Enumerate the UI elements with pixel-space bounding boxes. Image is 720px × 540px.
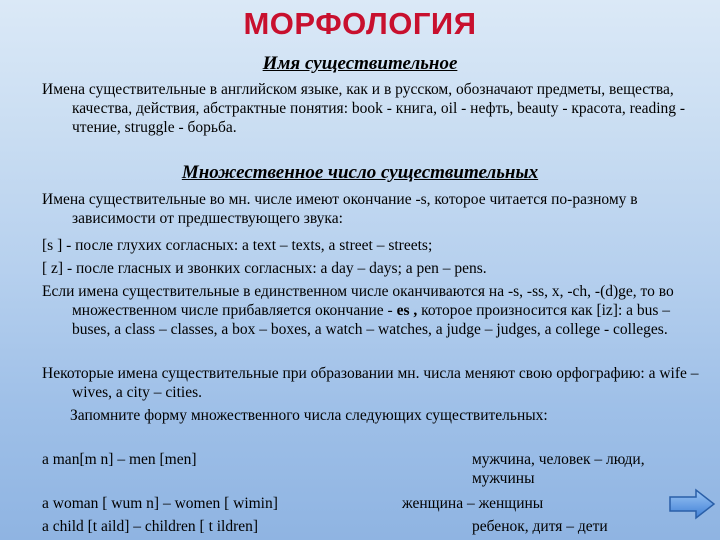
section-subtitle: Имя существительное	[262, 53, 458, 74]
irregular-english: a man[m n] – men [men]	[42, 451, 197, 468]
rule-s-line: [s ] - после глухих согласных: a text – texts, a street – streets;	[42, 237, 433, 254]
rule-z-line: [ z] - после гласных и звонких согласных: a day – days; a pen – pens.	[42, 260, 487, 277]
intro-paragraph: Имена существительные в английском языке, как и в русском, обозначают предметы, вещества, качества, действия, абстрактные понятия: book - книга, oil - нефть, beauty - красота, reading - чтение, struggle - борьба.	[42, 81, 686, 136]
es-rule-before: Если имена существительные в единственном числе оканчиваются на -s, -ss, x, -ch, -(d)ge,	[42, 283, 637, 300]
irregular-row	[42, 517, 700, 536]
irregular-english: a woman [ wum n] – women [ wimin]	[42, 495, 278, 512]
es-rule-es: es ,	[396, 302, 418, 319]
irregular-row	[42, 450, 700, 487]
es-rule-middle: то во множественном числе прибавляется окончание -	[72, 283, 674, 319]
irregular-english: a child [t aild] – children [ t ildren]	[42, 518, 259, 535]
irregular-russian: женщина – женщины	[402, 495, 544, 512]
memorize-paragraph: Запомните форму множественного числа следующих существительных:	[70, 407, 548, 424]
right-arrow-icon	[668, 488, 716, 520]
plural-intro-paragraph: Имена существительные во мн. числе имеют окончание -s, которое читается по-разному в зависимости от предшествующего звука:	[42, 191, 638, 227]
es-rule-paragraph	[42, 282, 700, 339]
irregular-russian: мужчина, человек – люди, мужчины	[472, 451, 645, 487]
page-title: МОРФОЛОГИЯ	[243, 6, 477, 41]
next-slide-button[interactable]	[668, 488, 716, 520]
irregular-row	[42, 494, 700, 513]
es-rule-after: которое произносится как [iz]: a bus – buses, a class – classes, a box – boxes, a watch – watches, a judge – judges, a college - colleges.	[72, 302, 671, 338]
irregular-russian: ребенок, дитя – дети	[472, 518, 608, 535]
spelling-change-paragraph: Некоторые имена существительные при образовании мн. числа меняют свою орфографию: a wife – wives, a city – cities.	[42, 365, 699, 401]
plural-heading: Множественное число существительных	[181, 162, 539, 183]
